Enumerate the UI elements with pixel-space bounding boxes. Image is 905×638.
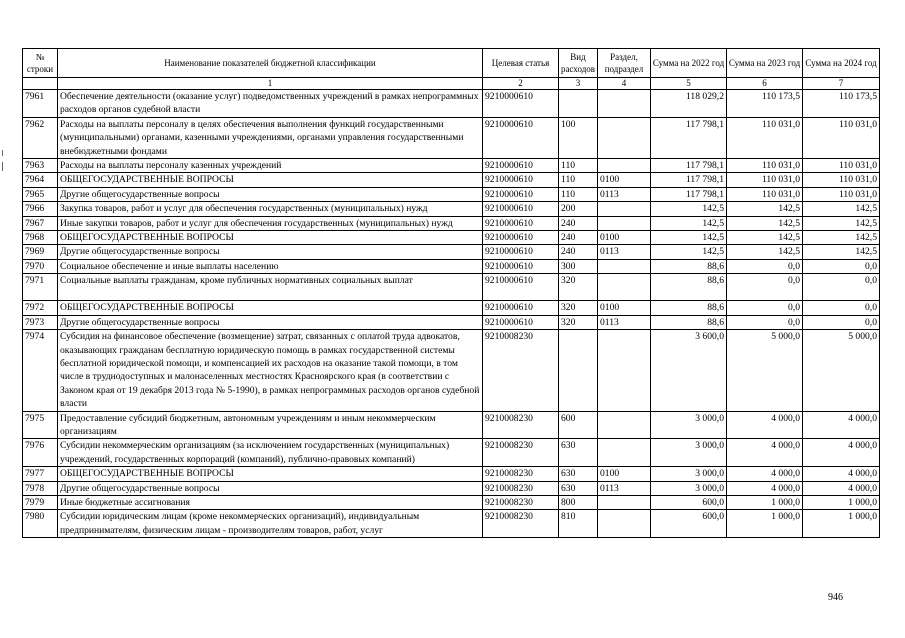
row-vid: 240 [559, 216, 598, 230]
row-sum-2024: 110 031,0 [803, 159, 880, 173]
row-sum-2024: 1 000,0 [803, 495, 880, 509]
row-target: 9210000610 [483, 159, 559, 173]
row-target: 9210008230 [483, 467, 559, 481]
row-name: Обеспечение деятельности (оказание услуг) подведомственных учреждений в рамках непрограммных расходов органов судебной власти [58, 90, 483, 118]
table-row [23, 330, 880, 411]
row-name: Предоставление субсидий бюджетным, автономным учреждениям и иным некоммерческим организациям [58, 411, 483, 439]
header-razdel: Раздел, подраздел [598, 49, 651, 78]
row-number: 7975 [23, 411, 58, 439]
row-razdel [598, 216, 651, 230]
row-sum-2022: 600,0 [651, 495, 727, 509]
table-row [23, 259, 880, 273]
row-target: 9210000610 [483, 315, 559, 329]
row-name: Социальные выплаты гражданам, кроме публичных нормативных социальных выплат [58, 274, 483, 301]
table-row [23, 411, 880, 439]
row-target: 9210000610 [483, 90, 559, 118]
row-sum-2023: 4 000,0 [727, 411, 803, 439]
row-vid: 810 [559, 510, 598, 538]
row-sum-2023: 5 000,0 [727, 330, 803, 411]
row-name: Иные бюджетные ассигнования [58, 495, 483, 509]
row-number: 7980 [23, 510, 58, 538]
row-sum-2023: 0,0 [727, 315, 803, 329]
row-razdel: 0100 [598, 467, 651, 481]
table-row [23, 245, 880, 259]
header-sum-2023: Сумма на 2023 год [727, 49, 803, 78]
table-row [23, 216, 880, 230]
row-sum-2024: 142,5 [803, 202, 880, 216]
row-number: 7971 [23, 274, 58, 301]
row-sum-2023: 0,0 [727, 301, 803, 315]
row-number: 7967 [23, 216, 58, 230]
row-razdel [598, 117, 651, 158]
row-sum-2023: 1 000,0 [727, 510, 803, 538]
row-sum-2023: 1 000,0 [727, 495, 803, 509]
row-target: 9210008230 [483, 330, 559, 411]
budget-table [22, 48, 880, 538]
row-sum-2022: 88,6 [651, 259, 727, 273]
scan-mark [2, 150, 3, 156]
row-sum-2023: 4 000,0 [727, 439, 803, 467]
row-vid: 200 [559, 202, 598, 216]
row-number: 7966 [23, 202, 58, 216]
table-row [23, 187, 880, 201]
row-vid: 240 [559, 231, 598, 245]
row-number: 7979 [23, 495, 58, 509]
row-target: 9210000610 [483, 259, 559, 273]
row-target: 9210008230 [483, 439, 559, 467]
row-vid: 320 [559, 301, 598, 315]
row-sum-2024: 110 031,0 [803, 187, 880, 201]
row-number: 7964 [23, 173, 58, 187]
row-vid [559, 90, 598, 118]
row-vid: 320 [559, 274, 598, 301]
table-row [23, 495, 880, 509]
row-sum-2022: 117 798,1 [651, 187, 727, 201]
row-name: Расходы на выплаты персоналу в целях обеспечения выполнения функций государственными (муниципальными) органами, казенными учреждениями, органами управления государственными внебюджетными фондами [58, 117, 483, 158]
row-sum-2024: 4 000,0 [803, 411, 880, 439]
row-razdel [598, 159, 651, 173]
row-target: 9210000610 [483, 301, 559, 315]
row-target: 9210000610 [483, 202, 559, 216]
scan-mark [2, 162, 3, 171]
row-sum-2022: 3 600,0 [651, 330, 727, 411]
column-number [23, 78, 58, 90]
row-number: 7977 [23, 467, 58, 481]
row-vid: 630 [559, 439, 598, 467]
row-number: 7969 [23, 245, 58, 259]
row-name: Субсидии некоммерческим организациям (за исключением государственных (муниципальных) учреждений, государственных корпораций (компаний), публично-правовых компаний) [58, 439, 483, 467]
row-sum-2024: 0,0 [803, 301, 880, 315]
row-name: Расходы на выплаты персоналу казенных учреждений [58, 159, 483, 173]
row-number: 7968 [23, 231, 58, 245]
table-row [23, 159, 880, 173]
row-sum-2023: 4 000,0 [727, 467, 803, 481]
table-row [23, 467, 880, 481]
row-sum-2023: 142,5 [727, 202, 803, 216]
column-number: 2 [483, 78, 559, 90]
column-number: 1 [58, 78, 483, 90]
row-razdel: 0100 [598, 231, 651, 245]
row-name: Другие общегосударственные вопросы [58, 245, 483, 259]
row-sum-2022: 600,0 [651, 510, 727, 538]
row-sum-2024: 1 000,0 [803, 510, 880, 538]
row-sum-2023: 110 031,0 [727, 187, 803, 201]
row-sum-2024: 110 031,0 [803, 173, 880, 187]
row-vid: 320 [559, 315, 598, 329]
row-razdel: 0100 [598, 173, 651, 187]
row-number: 7972 [23, 301, 58, 315]
row-target: 9210000610 [483, 274, 559, 301]
header-sum-2022: Сумма на 2022 год [651, 49, 727, 78]
header-name: Наименование показателей бюджетной классификации [58, 49, 483, 78]
row-name: Другие общегосударственные вопросы [58, 481, 483, 495]
column-number: 5 [651, 78, 727, 90]
row-number: 7965 [23, 187, 58, 201]
row-sum-2023: 142,5 [727, 216, 803, 230]
row-razdel [598, 202, 651, 216]
row-name: Закупка товаров, работ и услуг для обеспечения государственных (муниципальных) нужд [58, 202, 483, 216]
row-razdel [598, 90, 651, 118]
row-razdel [598, 330, 651, 411]
row-sum-2022: 3 000,0 [651, 411, 727, 439]
table-row [23, 274, 880, 301]
row-number: 7963 [23, 159, 58, 173]
row-razdel [598, 510, 651, 538]
table-row [23, 510, 880, 538]
row-sum-2023: 110 031,0 [727, 117, 803, 158]
row-sum-2022: 3 000,0 [651, 467, 727, 481]
row-name: ОБЩЕГОСУДАРСТВЕННЫЕ ВОПРОСЫ [58, 301, 483, 315]
row-name: Субсидия на финансовое обеспечение (возмещение) затрат, связанных с оплатой труда адвокатов, оказывающих гражданам бесплатную юридическую помощь в рамках государственной системы бесплатной юридической помощи, и компенсацией их расходов на оказание такой помощи, в том числе в труднодоступных и малонаселенных местностях Красноярского края (в соответствии с Законом края от 19 декабря 2013 года № 5-1990), в рамках непрограммных расходов органов судебной власти [58, 330, 483, 411]
row-sum-2024: 142,5 [803, 245, 880, 259]
row-name: Другие общегосударственные вопросы [58, 315, 483, 329]
row-vid: 110 [559, 159, 598, 173]
row-sum-2022: 3 000,0 [651, 481, 727, 495]
row-number: 7976 [23, 439, 58, 467]
column-number: 4 [598, 78, 651, 90]
table-row [23, 231, 880, 245]
row-sum-2024: 0,0 [803, 315, 880, 329]
row-sum-2023: 4 000,0 [727, 481, 803, 495]
row-target: 9210000610 [483, 117, 559, 158]
row-sum-2024: 110 031,0 [803, 117, 880, 158]
row-number: 7970 [23, 259, 58, 273]
column-number: 7 [803, 78, 880, 90]
column-number-row [23, 78, 880, 90]
row-sum-2022: 88,6 [651, 315, 727, 329]
row-sum-2024: 5 000,0 [803, 330, 880, 411]
row-vid: 630 [559, 467, 598, 481]
row-sum-2023: 0,0 [727, 259, 803, 273]
row-number: 7978 [23, 481, 58, 495]
row-sum-2023: 110 031,0 [727, 159, 803, 173]
row-razdel: 0113 [598, 245, 651, 259]
table-row [23, 90, 880, 118]
table-row [23, 202, 880, 216]
row-sum-2022: 88,6 [651, 301, 727, 315]
row-razdel [598, 495, 651, 509]
row-razdel [598, 439, 651, 467]
table-row [23, 481, 880, 495]
row-number: 7961 [23, 90, 58, 118]
row-sum-2022: 3 000,0 [651, 439, 727, 467]
row-target: 9210008230 [483, 411, 559, 439]
row-razdel [598, 274, 651, 301]
header-row-number: № строки [23, 49, 58, 78]
header-vid: Вид расходов [559, 49, 598, 78]
row-razdel: 0113 [598, 315, 651, 329]
row-sum-2024: 0,0 [803, 274, 880, 301]
row-sum-2022: 88,6 [651, 274, 727, 301]
row-vid: 800 [559, 495, 598, 509]
row-vid: 300 [559, 259, 598, 273]
row-target: 9210000610 [483, 173, 559, 187]
row-sum-2024: 4 000,0 [803, 481, 880, 495]
row-name: ОБЩЕГОСУДАРСТВЕННЫЕ ВОПРОСЫ [58, 467, 483, 481]
column-number: 6 [727, 78, 803, 90]
table-row [23, 439, 880, 467]
row-name: Иные закупки товаров, работ и услуг для обеспечения государственных (муниципальных) нужд [58, 216, 483, 230]
row-sum-2023: 110 031,0 [727, 173, 803, 187]
row-sum-2024: 142,5 [803, 231, 880, 245]
row-sum-2023: 142,5 [727, 231, 803, 245]
row-target: 9210000610 [483, 187, 559, 201]
row-target: 9210000610 [483, 231, 559, 245]
row-target: 9210008230 [483, 481, 559, 495]
row-sum-2024: 142,5 [803, 216, 880, 230]
row-vid: 630 [559, 481, 598, 495]
row-name: Социальное обеспечение и иные выплаты населению [58, 259, 483, 273]
row-razdel: 0113 [598, 187, 651, 201]
row-target: 9210008230 [483, 495, 559, 509]
row-vid: 100 [559, 117, 598, 158]
row-name: ОБЩЕГОСУДАРСТВЕННЫЕ ВОПРОСЫ [58, 231, 483, 245]
table-row [23, 301, 880, 315]
table-header-row [23, 49, 880, 78]
row-vid: 600 [559, 411, 598, 439]
row-sum-2022: 117 798,1 [651, 173, 727, 187]
row-sum-2023: 142,5 [727, 245, 803, 259]
row-sum-2022: 118 029,2 [651, 90, 727, 118]
row-sum-2022: 142,5 [651, 245, 727, 259]
table-row [23, 117, 880, 158]
row-number: 7973 [23, 315, 58, 329]
row-name: Субсидии юридическим лицам (кроме некоммерческих организаций), индивидуальным предпринимателям, физическим лицам - производителям товаров, работ, услуг [58, 510, 483, 538]
table-row [23, 315, 880, 329]
row-vid: 240 [559, 245, 598, 259]
row-sum-2024: 0,0 [803, 259, 880, 273]
row-sum-2024: 4 000,0 [803, 467, 880, 481]
row-sum-2023: 0,0 [727, 274, 803, 301]
row-razdel [598, 411, 651, 439]
row-target: 9210000610 [483, 216, 559, 230]
page-number: 946 [828, 592, 843, 603]
row-sum-2024: 4 000,0 [803, 439, 880, 467]
row-name: Другие общегосударственные вопросы [58, 187, 483, 201]
row-razdel: 0113 [598, 481, 651, 495]
row-target: 9210008230 [483, 510, 559, 538]
row-vid: 110 [559, 173, 598, 187]
header-target: Целевая статья [483, 49, 559, 78]
row-number: 7962 [23, 117, 58, 158]
row-vid [559, 330, 598, 411]
table-row [23, 173, 880, 187]
row-sum-2022: 142,5 [651, 216, 727, 230]
row-sum-2024: 110 173,5 [803, 90, 880, 118]
row-sum-2022: 142,5 [651, 202, 727, 216]
row-razdel [598, 259, 651, 273]
row-sum-2022: 142,5 [651, 231, 727, 245]
row-name: ОБЩЕГОСУДАРСТВЕННЫЕ ВОПРОСЫ [58, 173, 483, 187]
row-sum-2022: 117 798,1 [651, 159, 727, 173]
row-number: 7974 [23, 330, 58, 411]
row-sum-2023: 110 173,5 [727, 90, 803, 118]
header-sum-2024: Сумма на 2024 год [803, 49, 880, 78]
row-target: 9210000610 [483, 245, 559, 259]
row-razdel: 0100 [598, 301, 651, 315]
column-number: 3 [559, 78, 598, 90]
row-sum-2022: 117 798,1 [651, 117, 727, 158]
row-vid: 110 [559, 187, 598, 201]
